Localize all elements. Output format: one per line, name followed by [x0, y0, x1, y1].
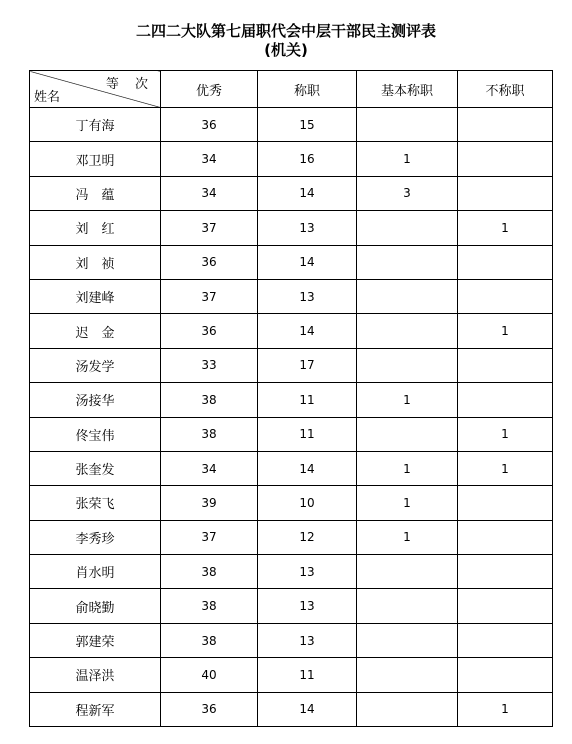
table-row: [30, 108, 553, 142]
incompetent-count-cell: [458, 658, 553, 692]
name-cell: 程新军: [30, 692, 161, 726]
excellent-count-cell: 38: [161, 555, 258, 589]
header-competent: 称职: [258, 71, 357, 108]
incompetent-count-cell: [458, 555, 553, 589]
competent-count-cell: 13: [258, 623, 357, 657]
incompetent-count-cell: [458, 279, 553, 313]
excellent-count-cell: 34: [161, 142, 258, 176]
incompetent-count-cell: [458, 589, 553, 623]
excellent-count-cell: 40: [161, 658, 258, 692]
name-cell: 张奎发: [30, 451, 161, 485]
table-title: 二四二大队第七届职代会中层干部民主测评表: [135, 22, 436, 40]
table-row: [30, 142, 553, 176]
table-row: [30, 692, 553, 726]
corner-header-cell: [30, 71, 161, 108]
competent-count-cell: 10: [258, 486, 357, 520]
table-row: [30, 658, 553, 692]
competent-count-cell: 17: [258, 348, 357, 382]
excellent-count-cell: 36: [161, 245, 258, 279]
incompetent-count-cell: [458, 142, 553, 176]
header-excellent: 优秀: [161, 71, 258, 108]
competent-count-cell: 12: [258, 520, 357, 554]
basic-competent-count-cell: [357, 348, 458, 382]
excellent-count-cell: 37: [161, 279, 258, 313]
name-cell: 刘 祯: [30, 245, 161, 279]
basic-competent-count-cell: 3: [357, 176, 458, 210]
basic-competent-count-cell: [357, 314, 458, 348]
incompetent-count-cell: [458, 108, 553, 142]
competent-count-cell: 11: [258, 383, 357, 417]
name-cell: 李秀珍: [30, 520, 161, 554]
basic-competent-count-cell: [357, 555, 458, 589]
name-cell: 温泽洪: [30, 658, 161, 692]
competent-count-cell: 13: [258, 555, 357, 589]
table-row: [30, 245, 553, 279]
competent-count-cell: 11: [258, 658, 357, 692]
name-cell: 俞晓勤: [30, 589, 161, 623]
incompetent-count-cell: 1: [458, 211, 553, 245]
incompetent-count-cell: [458, 348, 553, 382]
competent-count-cell: 13: [258, 211, 357, 245]
competent-count-cell: 14: [258, 451, 357, 485]
header-incompetent: 不称职: [458, 71, 553, 108]
basic-competent-count-cell: [357, 108, 458, 142]
incompetent-count-cell: 1: [458, 314, 553, 348]
incompetent-count-cell: [458, 520, 553, 554]
table-row: [30, 520, 553, 554]
name-cell: 刘 红: [30, 211, 161, 245]
basic-competent-count-cell: [357, 692, 458, 726]
competent-count-cell: 13: [258, 279, 357, 313]
excellent-count-cell: 38: [161, 623, 258, 657]
competent-count-cell: 13: [258, 589, 357, 623]
excellent-count-cell: 39: [161, 486, 258, 520]
table-subtitle: (机关): [264, 41, 308, 59]
header-row: [30, 71, 553, 108]
basic-competent-count-cell: 1: [357, 451, 458, 485]
table-row: [30, 383, 553, 417]
excellent-count-cell: 38: [161, 417, 258, 451]
table-row: [30, 451, 553, 485]
table-row: [30, 417, 553, 451]
table-row: [30, 555, 553, 589]
excellent-count-cell: 37: [161, 520, 258, 554]
excellent-count-cell: 37: [161, 211, 258, 245]
competent-count-cell: 11: [258, 417, 357, 451]
excellent-count-cell: 34: [161, 176, 258, 210]
evaluation-table: [29, 70, 553, 727]
competent-count-cell: 14: [258, 314, 357, 348]
header-basic-competent: 基本称职: [357, 71, 458, 108]
competent-count-cell: 14: [258, 245, 357, 279]
name-cell: 汤接华: [30, 383, 161, 417]
excellent-count-cell: 38: [161, 383, 258, 417]
basic-competent-count-cell: 1: [357, 383, 458, 417]
table-row: [30, 623, 553, 657]
excellent-count-cell: 36: [161, 692, 258, 726]
table-row: [30, 589, 553, 623]
competent-count-cell: 16: [258, 142, 357, 176]
table-row: [30, 348, 553, 382]
name-cell: 丁有海: [30, 108, 161, 142]
basic-competent-count-cell: [357, 279, 458, 313]
competent-count-cell: 14: [258, 176, 357, 210]
basic-competent-count-cell: [357, 589, 458, 623]
name-cell: 冯 蕴: [30, 176, 161, 210]
competent-count-cell: 15: [258, 108, 357, 142]
name-cell: 汤发学: [30, 348, 161, 382]
name-header-label: 姓名: [34, 90, 61, 105]
table-body: [30, 108, 553, 727]
incompetent-count-cell: [458, 486, 553, 520]
table-row: [30, 486, 553, 520]
incompetent-count-cell: 1: [458, 692, 553, 726]
basic-competent-count-cell: [357, 417, 458, 451]
incompetent-count-cell: 1: [458, 417, 553, 451]
name-cell: 佟宝伟: [30, 417, 161, 451]
incompetent-count-cell: [458, 383, 553, 417]
table-row: [30, 314, 553, 348]
basic-competent-count-cell: [357, 211, 458, 245]
table-row: [30, 279, 553, 313]
incompetent-count-cell: [458, 245, 553, 279]
table-row: [30, 211, 553, 245]
grade-header-label: 等 次: [105, 77, 154, 92]
basic-competent-count-cell: [357, 245, 458, 279]
name-cell: 刘建峰: [30, 279, 161, 313]
incompetent-count-cell: 1: [458, 451, 553, 485]
excellent-count-cell: 38: [161, 589, 258, 623]
competent-count-cell: 14: [258, 692, 357, 726]
name-cell: 张荣飞: [30, 486, 161, 520]
excellent-count-cell: 36: [161, 314, 258, 348]
incompetent-count-cell: [458, 176, 553, 210]
incompetent-count-cell: [458, 623, 553, 657]
basic-competent-count-cell: [357, 658, 458, 692]
excellent-count-cell: 36: [161, 108, 258, 142]
excellent-count-cell: 34: [161, 451, 258, 485]
name-cell: 迟 金: [30, 314, 161, 348]
name-cell: 肖水明: [30, 555, 161, 589]
basic-competent-count-cell: [357, 623, 458, 657]
excellent-count-cell: 33: [161, 348, 258, 382]
table-row: [30, 176, 553, 210]
name-cell: 郭建荣: [30, 623, 161, 657]
basic-competent-count-cell: 1: [357, 142, 458, 176]
basic-competent-count-cell: 1: [357, 520, 458, 554]
basic-competent-count-cell: 1: [357, 486, 458, 520]
name-cell: 邓卫明: [30, 142, 161, 176]
